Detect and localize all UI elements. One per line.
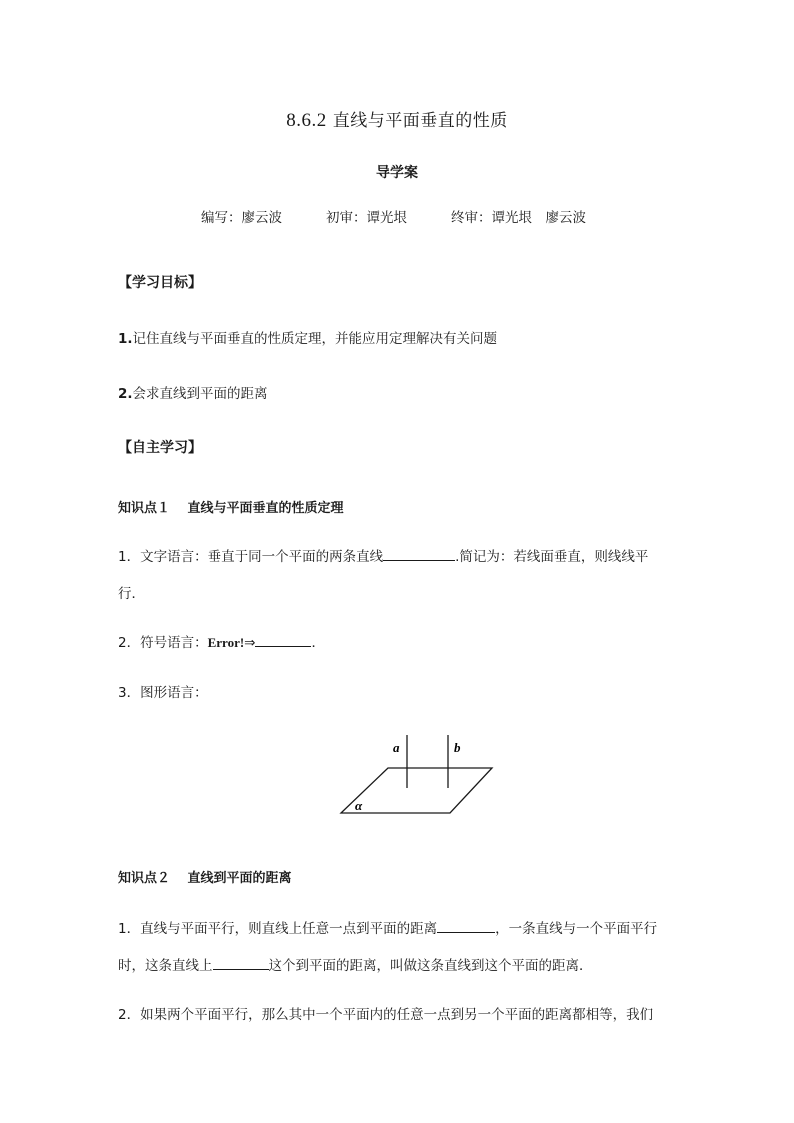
goal-item-1-number: 1. [118, 331, 133, 347]
title-number: 8.6.2 [286, 110, 327, 131]
author-writer: 编写：廖云波 [201, 210, 282, 226]
kp2-line-1-end: ，一条直线与一个平面平行 [495, 921, 658, 937]
kp1-answer-blank-1[interactable] [383, 546, 455, 561]
error-field: Error! [207, 635, 245, 650]
kp1-line-2 [118, 631, 325, 651]
kp1-line-1 [118, 545, 648, 565]
kp1-line-1-end: .简记为：若线面垂直，则线线平 [455, 549, 649, 565]
page-title [0, 106, 794, 132]
kp2-line-2-start: 时，这条直线上 [118, 958, 213, 974]
implies-symbol: ⇒ [244, 635, 256, 651]
kp1-line-2-start: 2．符号语言： [118, 635, 208, 651]
goal-item-2-text: 会求直线到平面的距离 [132, 386, 268, 402]
author-final-review: 终审：谭光垠 廖云波 [451, 210, 586, 226]
goal-item-1-text: 记住直线与平面垂直的性质定理，并能应用定理解决有关问题 [132, 331, 498, 347]
perpendicular-lines-figure [330, 730, 510, 825]
knowledge-point-1-title: 知识点１ 直线与平面垂直的性质定理 [118, 501, 344, 516]
goal-item-2-number: 2. [118, 386, 133, 402]
kp1-line-1-start: 1．文字语言：垂直于同一个平面的两条直线 [118, 549, 384, 565]
kp2-line-1-start: 1．直线与平面平行，则直线上任意一点到平面的距离 [118, 921, 438, 937]
kp1-answer-blank-2[interactable] [255, 632, 311, 647]
label-b: b [454, 740, 461, 755]
knowledge-point-2-title: 知识点２ 直线到平面的距离 [118, 871, 292, 886]
plane-alpha-shape [341, 768, 492, 813]
goal-item-1 [118, 327, 497, 347]
title-text: 直线与平面垂直的性质 [326, 111, 508, 131]
self-study-heading: 【自主学习】 [118, 440, 202, 456]
kp1-line-2-end: ． [311, 635, 325, 651]
label-alpha: α [355, 798, 363, 813]
kp2-line-1 [118, 917, 657, 937]
kp1-line-1-cont: 行． [118, 586, 145, 602]
kp2-answer-blank-2[interactable] [213, 955, 269, 970]
author-first-review: 初审：谭光垠 [326, 210, 407, 226]
label-a: a [393, 740, 400, 755]
kp2-line-2 [118, 954, 593, 974]
goal-item-2 [118, 382, 268, 402]
kp2-line-2-end: 这个到平面的距离，叫做这条直线到这个平面的距离． [268, 958, 593, 974]
kp2-answer-blank-1[interactable] [437, 918, 495, 933]
kp1-line-3: 3．图形语言： [118, 685, 208, 701]
kp2-line-3: 2．如果两个平面平行，那么其中一个平面内的任意一点到另一个平面的距离都相等，我们 [118, 1007, 654, 1023]
goals-heading: 【学习目标】 [118, 275, 202, 291]
page-subtitle: 导学案 [376, 165, 418, 181]
